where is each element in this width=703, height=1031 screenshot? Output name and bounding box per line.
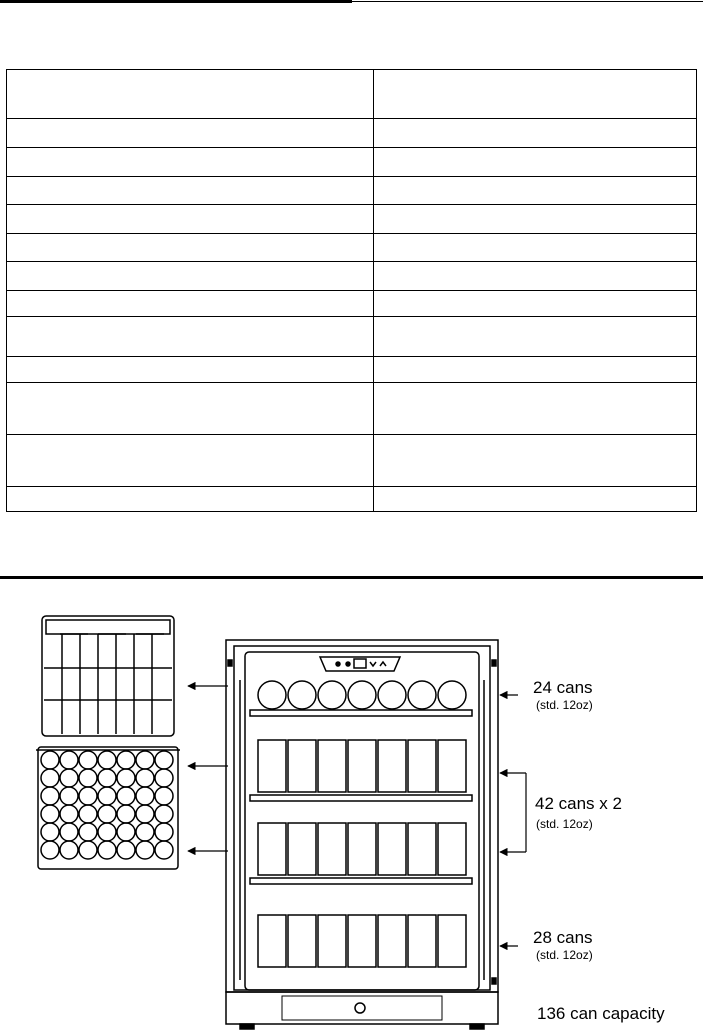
spec-value — [374, 70, 697, 119]
table-row — [7, 383, 697, 435]
spec-label — [7, 234, 374, 262]
spec-label — [7, 291, 374, 317]
table-row — [7, 487, 697, 512]
spec-value — [374, 291, 697, 317]
bracket-arrow-icon — [500, 773, 526, 852]
spec-label — [7, 205, 374, 234]
table-row — [7, 291, 697, 317]
spec-value — [374, 234, 697, 262]
spec-value — [374, 262, 697, 291]
spec-value — [374, 383, 697, 435]
top-rule-thin — [352, 1, 703, 2]
spec-value — [374, 435, 697, 487]
table-row — [7, 435, 697, 487]
shelf-top-view-illustration — [36, 747, 180, 869]
spec-label — [7, 383, 374, 435]
spec-label — [7, 487, 374, 512]
bottom-capacity: 28 cans — [533, 928, 593, 947]
spec-value — [374, 487, 697, 512]
section-rule — [0, 576, 703, 579]
shelf-side-view-illustration — [42, 616, 174, 736]
spec-label — [7, 262, 374, 291]
spec-value — [374, 177, 697, 205]
table-row — [7, 262, 697, 291]
spec-label — [7, 119, 374, 148]
total-capacity: 136 can capacity — [537, 1004, 665, 1023]
spec-value — [374, 119, 697, 148]
middle-shelves-capacity: 42 cans x 2 — [535, 794, 622, 813]
table-row — [7, 70, 697, 119]
refrigerator-front-view — [226, 640, 498, 1029]
spec-label — [7, 357, 374, 383]
top-shelf-note: (std. 12oz) — [536, 698, 593, 712]
table-row — [7, 357, 697, 383]
table-row — [7, 205, 697, 234]
spec-value — [374, 357, 697, 383]
bottom-note: (std. 12oz) — [536, 948, 593, 962]
top-rule-thick — [0, 0, 352, 3]
spec-label — [7, 317, 374, 357]
spec-label — [7, 148, 374, 177]
table-row — [7, 317, 697, 357]
spec-label — [7, 70, 374, 119]
table-row — [7, 148, 697, 177]
spec-label — [7, 435, 374, 487]
table-row — [7, 234, 697, 262]
specifications-table — [6, 69, 697, 512]
table-row — [7, 177, 697, 205]
spec-value — [374, 148, 697, 177]
spec-value — [374, 317, 697, 357]
middle-shelves-note: (std. 12oz) — [536, 817, 593, 831]
spec-label — [7, 177, 374, 205]
table-row — [7, 119, 697, 148]
top-shelf-capacity: 24 cans — [533, 678, 593, 697]
spec-value — [374, 205, 697, 234]
shelf-capacity-diagram — [0, 600, 703, 1031]
